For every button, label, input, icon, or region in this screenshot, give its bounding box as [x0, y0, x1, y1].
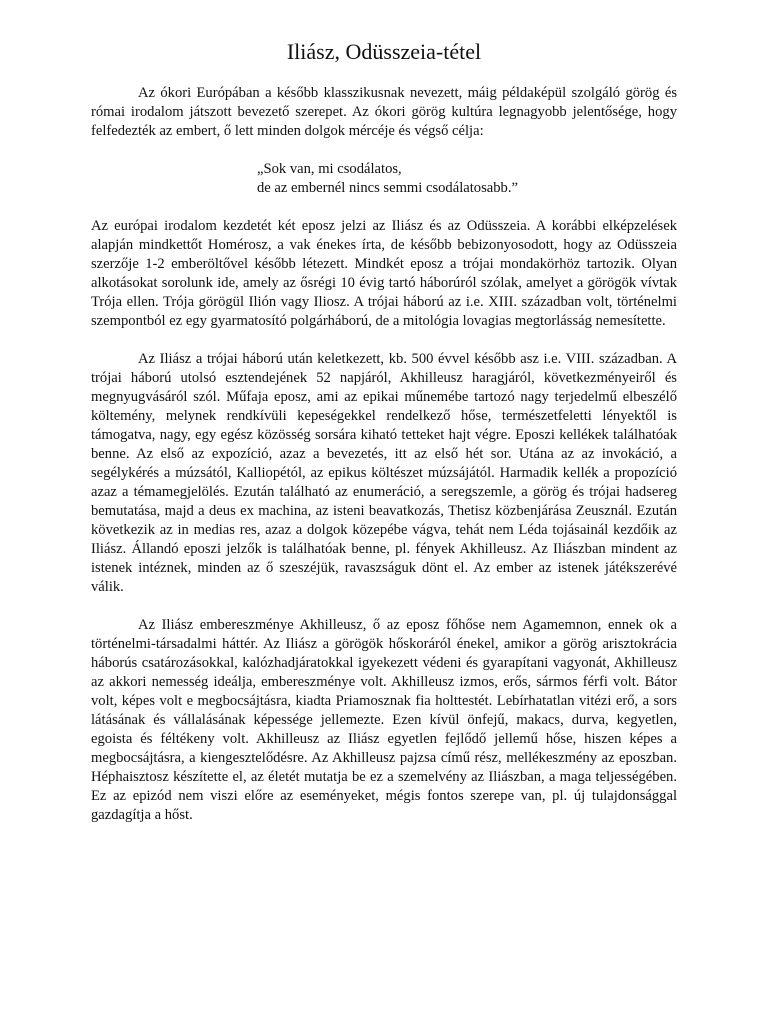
quotation-line-2: de az embernél nincs semmi csodálatosabb.” [257, 180, 518, 196]
iliasz-paragraph: Az Iliász a trójai háború után keletkezett, kb. 500 évvel később asz i.e. VIII. században. A trójai háború utolsó esztendejének 52 napjáról, Akhilleusz haragjáról, következményeiről és megnyugvásáról szól. Műfaja eposz, ami az epikai műnemébe tartozó nagy terjedelmű elbeszélő költemény, melynek rendkívüli kepeségekkel rendelkező hőse, természetfeletti lényektől is támogatva, nagy, egy egész közösség sorsára kiható tetteket hajt végre. Eposzi kellékek találhatóak benne. Az első az expozíció, azaz a bevezetés, itt az első hét sor. Utána az az invokáció, a segélykérés a múzsától, Kalliopétól, az epikus költészet múzsájától. Harmadik kellék a propozíció azaz a témamegjelölés. Ezután található az enumeráció, a seregszemle, a görög és trójai hadsereg bemutatása, majd a deus ex machina, az isteni beavatkozás, Thetisz közbenjárása Zeusznál. Ezután következik az in medias res, azaz a dolgok közepébe vágva, tehát nem Léda tojásainál kezdőik az Iliász. Állandó eposzi jelzők is találhatóak benne, pl. fények Akhilleusz. Az Iliászban mindent az istenek intéznek, minden az ő szeszéjük, ravaszságuk dönt el. Az ember az istenek játékszerévé válik. [91, 351, 677, 595]
document-body [91, 84, 677, 844]
eposz-paragraph: Az európai irodalom kezdetét két eposz jelzi az Iliász és az Odüsszeia. A korábbi elképzelések alapján mindkettőt Homérosz, a vak énekes írta, de később bebizonyosodott, hogy az Odüsszeia szerzője 1-2 emberöltővel később létezett. Mindkét eposz a trójai mondakörhöz tartozik. Olyan alkotásokat sorolunk ide, amely az ősrégi 10 évig tartó háborúról szólak, amelyet a görögök vívtak Trója ellen. Trója görögül Ilión vagy Iliosz. A trójai háború az i.e. XIII. században volt, történelmi szempontból ez egy gyarmatosító polgárháború, de a mitológia lovagias megtorlásság nemesítette. [91, 218, 677, 329]
document-title: Iliász, Odüsszeia-tétel [286, 39, 482, 64]
intro-paragraph: Az ókori Európában a később klasszikusnak nevezett, máig példaképül szolgáló görög és római irodalom játszott bevezető szerepet. Az ókori görög kultúra legnagyobb jelentősége, hogy felfedezték az embert, ő lett minden dolgok mércéje és végső célja: [91, 85, 677, 139]
quotation-block [257, 160, 677, 198]
quotation-line-1: „Sok van, mi csodálatos, [257, 161, 402, 177]
akhilleusz-paragraph: Az Iliász embereszménye Akhilleusz, ő az eposz főhőse nem Agamemnon, ennek ok a történelmi-társadalmi háttér. Az Iliász a görögök hőskoráról énekel, amikor a görög arisztokrácia háborús csatározásokkal, kalózhadjáratokkal igyekezett védeni és gyarapítani vagyonát, Akhilleusz az akkori nemesség ideálja, embereszménye volt. Akhilleusz izmos, erős, sármos férfi volt. Bátor volt, képes volt e megbocsájtásra, kiadta Priamosznak fia holttestét. Lebírhatatlan vitézi erő, a sors látásának és vállalásának képessége jellemezte. Ezen kívül önfejű, makacs, durva, kegyetlen, egoista és féltékeny volt. Akhilleusz az Iliász egyetlen fejlődő jellemű hőse, hiszen képes a megbocsájtásra, a kiengesztelődésre. Az Akhilleusz pajzsa című rész, mellékeszmény az eposzban. Héphaisztosz készítette el, az életét mutatja be ez a szemelvény az Iliászban, a maga teljességében. Ez az epizód nem viszi előre az eseményeket, mégis fontos szerepe van, pl. új tulajdonsággal gazdagítja a hőst. [91, 617, 677, 823]
